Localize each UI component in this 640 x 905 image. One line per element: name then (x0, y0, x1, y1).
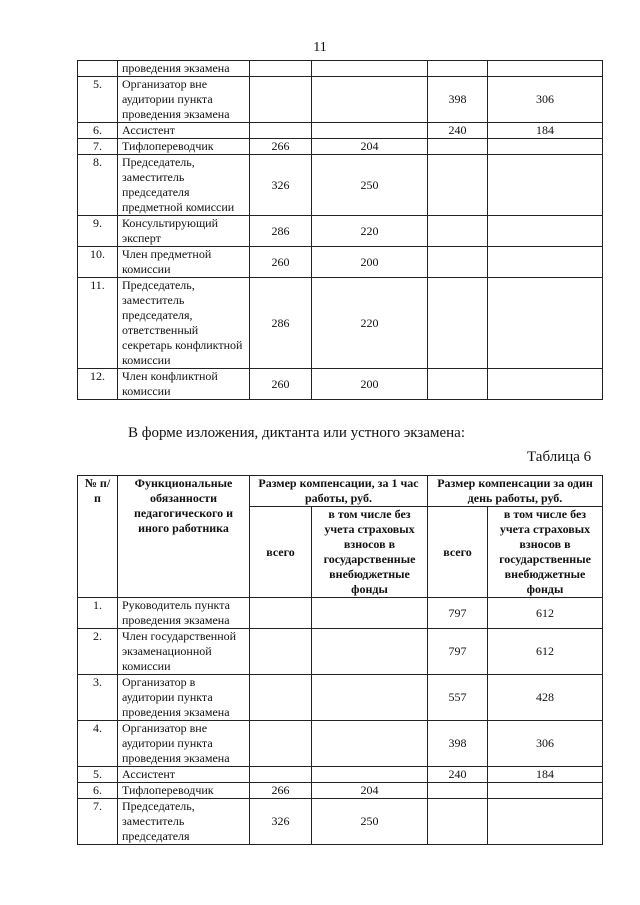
table-row (78, 783, 603, 799)
table-row (78, 247, 603, 278)
row-day-net (488, 278, 603, 369)
row-day-total: 240 (428, 123, 488, 139)
table-continued-body (78, 61, 603, 400)
row-number: 7. (78, 139, 118, 155)
header-num: № п/п (78, 476, 118, 598)
row-role: Член конфликтной комиссии (118, 369, 250, 400)
row-day-net: 612 (488, 629, 603, 675)
row-hour-net: 200 (312, 247, 428, 278)
row-number: 3. (78, 675, 118, 721)
row-role: Председатель, заместитель председателя (118, 799, 250, 845)
row-day-total: 797 (428, 629, 488, 675)
table-row (78, 155, 603, 216)
header-day-total: всего (428, 507, 488, 598)
row-hour-net (312, 77, 428, 123)
table-row (78, 61, 603, 77)
row-day-net (488, 61, 603, 77)
row-number: 4. (78, 721, 118, 767)
row-hour-total: 260 (250, 369, 312, 400)
row-hour-total (250, 767, 312, 783)
row-day-net (488, 799, 603, 845)
row-hour-net (312, 598, 428, 629)
table-row (78, 598, 603, 629)
row-number: 1. (78, 598, 118, 629)
row-hour-total: 326 (250, 799, 312, 845)
header-hour-total: всего (250, 507, 312, 598)
row-hour-net: 200 (312, 369, 428, 400)
table-row (78, 629, 603, 675)
row-day-net (488, 216, 603, 247)
row-hour-total: 286 (250, 216, 312, 247)
row-hour-net: 220 (312, 216, 428, 247)
row-number: 6. (78, 123, 118, 139)
row-day-total (428, 61, 488, 77)
row-hour-net (312, 61, 428, 77)
row-day-total: 398 (428, 721, 488, 767)
row-day-total (428, 216, 488, 247)
intro-text: В форме изложения, диктанта или устного экзамена: (128, 425, 465, 441)
row-hour-net: 250 (312, 799, 428, 845)
row-day-net: 306 (488, 721, 603, 767)
compensation-table-continued (77, 60, 603, 400)
row-day-total (428, 247, 488, 278)
row-day-total: 557 (428, 675, 488, 721)
row-role: проведения экзамена (118, 61, 250, 77)
row-day-net: 184 (488, 767, 603, 783)
row-hour-total (250, 77, 312, 123)
header-day: Размер компенсации за один день работы, руб. (428, 476, 603, 507)
table6-body (78, 598, 603, 845)
row-number: 7. (78, 799, 118, 845)
row-hour-total (250, 629, 312, 675)
row-hour-total (250, 61, 312, 77)
row-hour-net (312, 767, 428, 783)
row-number: 6. (78, 783, 118, 799)
table-row (78, 369, 603, 400)
row-day-total: 797 (428, 598, 488, 629)
row-role: Тифлопереводчик (118, 783, 250, 799)
row-hour-net (312, 721, 428, 767)
table-row (78, 675, 603, 721)
row-hour-total: 286 (250, 278, 312, 369)
row-number: 12. (78, 369, 118, 400)
row-hour-total (250, 598, 312, 629)
row-role: Организатор в аудитории пункта проведения экзамена (118, 675, 250, 721)
row-day-total: 240 (428, 767, 488, 783)
row-hour-total: 266 (250, 139, 312, 155)
row-day-net: 612 (488, 598, 603, 629)
row-day-net: 306 (488, 77, 603, 123)
row-hour-total: 326 (250, 155, 312, 216)
row-role: Руководитель пункта проведения экзамена (118, 598, 250, 629)
row-hour-net: 204 (312, 783, 428, 799)
row-hour-net (312, 629, 428, 675)
row-day-net (488, 783, 603, 799)
page-number: 11 (313, 40, 327, 55)
table-row (78, 216, 603, 247)
row-day-net (488, 155, 603, 216)
table6-header (78, 476, 603, 598)
row-day-net: 184 (488, 123, 603, 139)
header-hour-net: в том числе без учета страховых взносов в государственные внебюджетные фонды (312, 507, 428, 598)
row-role: Член государственной экзаменационной комиссии (118, 629, 250, 675)
row-day-net (488, 139, 603, 155)
row-hour-net: 204 (312, 139, 428, 155)
row-day-total (428, 139, 488, 155)
row-hour-total (250, 123, 312, 139)
row-day-total (428, 783, 488, 799)
table-row (78, 799, 603, 845)
row-role: Организатор вне аудитории пункта проведения экзамена (118, 77, 250, 123)
row-number (78, 61, 118, 77)
row-day-total (428, 278, 488, 369)
row-role: Ассистент (118, 123, 250, 139)
row-role: Член предметной комиссии (118, 247, 250, 278)
row-number: 8. (78, 155, 118, 216)
row-number: 10. (78, 247, 118, 278)
row-hour-net: 220 (312, 278, 428, 369)
row-number: 11. (78, 278, 118, 369)
row-hour-total (250, 721, 312, 767)
table-row (78, 767, 603, 783)
row-hour-net (312, 675, 428, 721)
row-number: 9. (78, 216, 118, 247)
compensation-table-6 (77, 475, 603, 845)
row-day-net (488, 247, 603, 278)
row-role: Председатель, заместитель председателя, ответственный секретарь конфликтной комиссии (118, 278, 250, 369)
row-number: 5. (78, 767, 118, 783)
header-hour: Размер компенсации, за 1 час работы, руб. (250, 476, 428, 507)
row-hour-net (312, 123, 428, 139)
row-role: Ассистент (118, 767, 250, 783)
table-row (78, 77, 603, 123)
row-day-total (428, 155, 488, 216)
table-row (78, 721, 603, 767)
row-day-total (428, 799, 488, 845)
row-role: Организатор вне аудитории пункта проведения экзамена (118, 721, 250, 767)
header-day-net: в том числе без учета страховых взносов в государственные внебюджетные фонды (488, 507, 603, 598)
row-day-total: 398 (428, 77, 488, 123)
row-role: Консультирующий эксперт (118, 216, 250, 247)
table-row (78, 139, 603, 155)
row-hour-total: 266 (250, 783, 312, 799)
row-day-net (488, 369, 603, 400)
row-hour-net: 250 (312, 155, 428, 216)
header-role: Функциональные обязанности педагогического и иного работника (118, 476, 250, 598)
row-role: Тифлопереводчик (118, 139, 250, 155)
row-role: Председатель, заместитель председателя предметной комиссии (118, 155, 250, 216)
row-day-net: 428 (488, 675, 603, 721)
table-row (78, 278, 603, 369)
row-hour-total (250, 675, 312, 721)
table-row (78, 123, 603, 139)
table-caption: Таблица 6 (527, 449, 592, 465)
row-day-total (428, 369, 488, 400)
row-number: 5. (78, 77, 118, 123)
row-number: 2. (78, 629, 118, 675)
row-hour-total: 260 (250, 247, 312, 278)
